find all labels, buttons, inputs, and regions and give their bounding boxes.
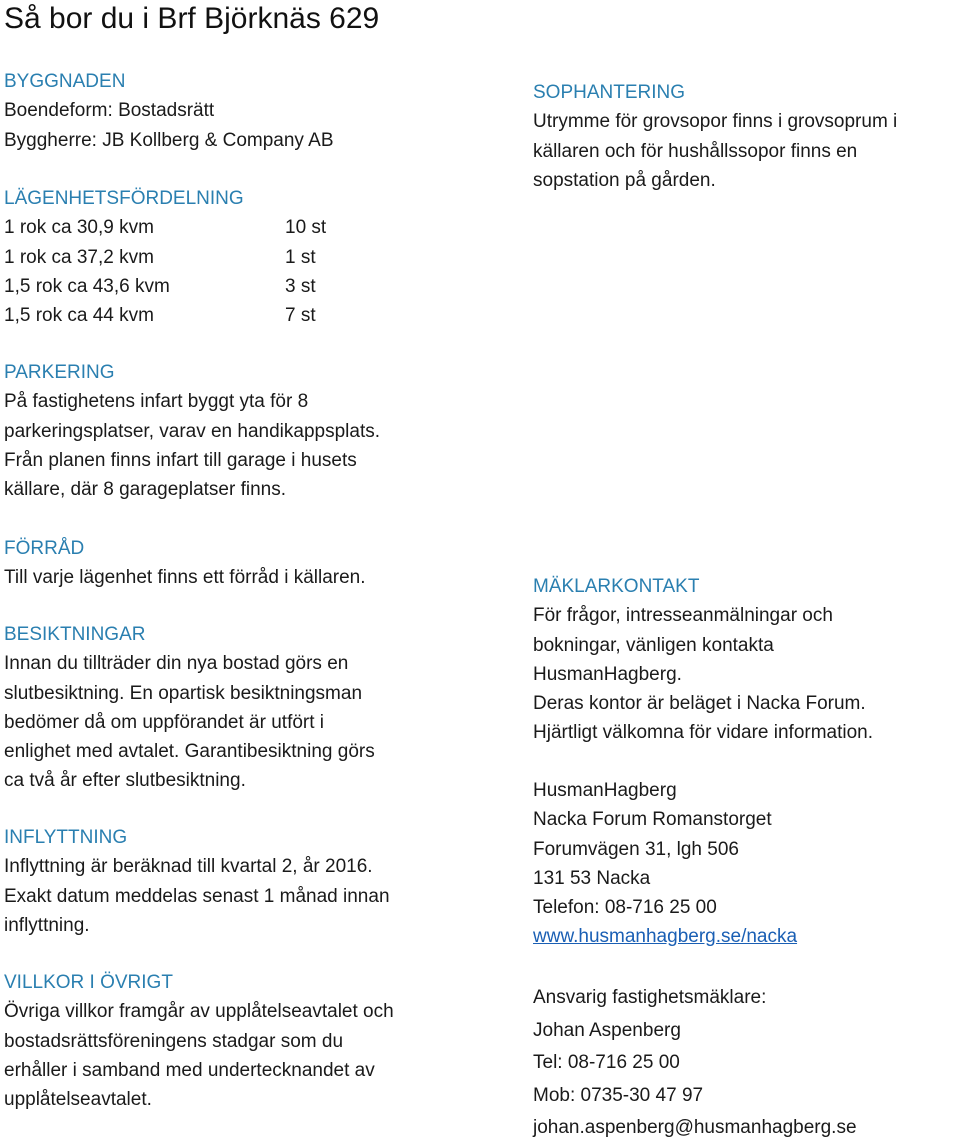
page-title: Så bor du i Brf Björknäs 629 <box>4 2 380 35</box>
section-forrad <box>4 534 366 593</box>
maklarkontakt-line: Deras kontor är beläget i Nacka Forum. <box>533 693 866 715</box>
villkor-line: Övriga villkor framgår av upplåtelseavtalet och <box>4 1001 394 1023</box>
inflyttning-line: Inflyttning är beräknad till kvartal 2, år 2016. <box>4 856 373 878</box>
villkor-line: upplåtelseavtalet. <box>4 1089 152 1111</box>
broker-tel: Tel: 08-716 25 00 <box>533 1052 680 1073</box>
besiktningar-line: Innan du tillträder din nya bostad görs en <box>4 653 349 675</box>
villkor-line: bostadsrättsföreningens stadgar som du <box>4 1030 344 1052</box>
sophantering-line: Utrymme för grovsopor finns i grovsoprum i <box>533 111 898 133</box>
apartment-count: 1 st <box>285 246 316 268</box>
broker-mob: Mob: 0735-30 47 97 <box>533 1084 704 1106</box>
parkering-line: På fastighetens infart byggt yta för 8 <box>4 391 309 413</box>
maklarkontakt-line: Hjärtligt välkomna för vidare information. <box>533 722 874 744</box>
maklarkontakt-line: För frågor, intresseanmälningar och <box>533 605 833 627</box>
maklarkontakt-line: bokningar, vänligen kontakta <box>533 634 774 656</box>
section-maklare <box>533 982 857 1145</box>
broker-label: Ansvarig fastighetsmäklare: <box>533 987 767 1008</box>
section-lagenhetsfordelning <box>4 184 424 330</box>
byggnaden-heading: BYGGNADEN <box>4 71 126 92</box>
inflyttning-heading: INFLYTTNING <box>4 827 128 848</box>
apartment-type: 1 rok ca 30,9 kvm <box>4 217 154 239</box>
office-street: Forumvägen 31, lgh 506 <box>533 838 739 860</box>
office-name: HusmanHagberg <box>533 780 677 801</box>
besiktningar-line: ca två år efter slutbesiktning. <box>4 770 246 792</box>
apartment-row <box>4 213 424 242</box>
broker-name: Johan Aspenberg <box>533 1019 681 1041</box>
office-postal: 131 53 Nacka <box>533 867 651 889</box>
apartment-row <box>4 243 424 272</box>
besiktningar-line: slutbesiktning. En opartisk besiktningsman <box>4 682 363 704</box>
section-maklarkontakt <box>533 572 873 748</box>
villkor-line: erhåller i samband med undertecknandet av <box>4 1059 375 1081</box>
website-link[interactable]: www.husmanhagberg.se/nacka <box>533 926 798 948</box>
inflyttning-line: inflyttning. <box>4 914 90 936</box>
sophantering-line: sopstation på gården. <box>533 169 716 191</box>
apartment-row <box>4 301 424 330</box>
section-villkor <box>4 968 394 1114</box>
apartment-row <box>4 272 424 301</box>
section-kontor <box>533 776 797 952</box>
parkering-line: parkeringsplatser, varav en handikappsplats. <box>4 420 381 442</box>
besiktningar-heading: BESIKTNINGAR <box>4 624 146 645</box>
apartment-type: 1,5 rok ca 43,6 kvm <box>4 275 170 297</box>
apartment-count: 7 st <box>285 305 316 327</box>
sophantering-heading: SOPHANTERING <box>533 82 686 103</box>
maklarkontakt-line: HusmanHagberg. <box>533 663 682 685</box>
besiktningar-line: enlighet med avtalet. Garantibesiktning görs <box>4 741 375 763</box>
apartment-count: 3 st <box>285 275 316 297</box>
parkering-line: Från planen finns infart till garage i husets <box>4 449 357 471</box>
byggnaden-line: Byggherre: JB Kollberg & Company AB <box>4 129 334 151</box>
section-sophantering <box>533 78 897 195</box>
villkor-heading: VILLKOR I ÖVRIGT <box>4 972 173 993</box>
lagenhetsfordelning-heading: LÄGENHETSFÖRDELNING <box>4 188 244 209</box>
section-byggnaden <box>4 67 334 155</box>
section-parkering <box>4 358 380 504</box>
besiktningar-line: bedömer då om uppförandet är utfört i <box>4 711 325 733</box>
forrad-heading: FÖRRÅD <box>4 538 85 559</box>
forrad-line: Till varje lägenhet finns ett förråd i källaren. <box>4 567 366 589</box>
parkering-heading: PARKERING <box>4 362 115 383</box>
section-inflyttning <box>4 823 390 940</box>
apartment-type: 1 rok ca 37,2 kvm <box>4 246 154 268</box>
inflyttning-line: Exakt datum meddelas senast 1 månad innan <box>4 885 390 907</box>
sophantering-line: källaren och för hushållssopor finns en <box>533 140 858 162</box>
office-address: Nacka Forum Romanstorget <box>533 809 772 831</box>
section-besiktningar <box>4 620 375 796</box>
office-phone: Telefon: 08-716 25 00 <box>533 897 717 919</box>
parkering-line: källare, där 8 garageplatser finns. <box>4 479 286 501</box>
broker-email[interactable]: johan.aspenberg@husmanhagberg.se <box>533 1117 857 1138</box>
maklarkontakt-heading: MÄKLARKONTAKT <box>533 576 700 597</box>
byggnaden-line: Boendeform: Bostadsrätt <box>4 100 215 122</box>
apartment-type: 1,5 rok ca 44 kvm <box>4 305 154 327</box>
apartment-count: 10 st <box>285 217 327 239</box>
